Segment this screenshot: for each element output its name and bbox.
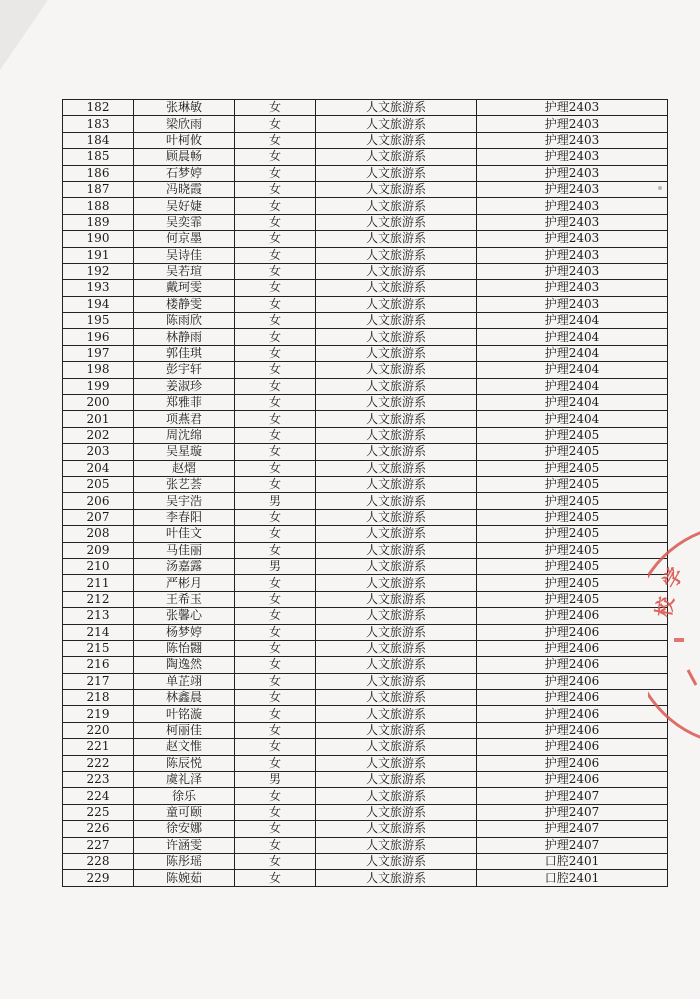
- department-cell: 人文旅游系: [316, 247, 477, 263]
- student-name: 林鑫晨: [134, 690, 235, 706]
- row-number: 211: [63, 575, 134, 591]
- gender-cell: 女: [235, 755, 316, 771]
- table-row: [63, 476, 668, 492]
- student-name: 严彬月: [134, 575, 235, 591]
- student-name: 陈雨欣: [134, 313, 235, 329]
- row-number: 202: [63, 427, 134, 443]
- table-row: [63, 149, 668, 165]
- class-cell: 护理2404: [477, 313, 668, 329]
- table-row: [63, 313, 668, 329]
- gender-cell: 女: [235, 132, 316, 148]
- student-name: 李春阳: [134, 509, 235, 525]
- student-name: 项燕君: [134, 411, 235, 427]
- class-cell: 护理2403: [477, 247, 668, 263]
- department-cell: 人文旅游系: [316, 181, 477, 197]
- class-cell: 护理2406: [477, 722, 668, 738]
- class-cell: 护理2405: [477, 542, 668, 558]
- row-number: 220: [63, 722, 134, 738]
- table-row: [63, 411, 668, 427]
- student-name: 郭佳琪: [134, 345, 235, 361]
- department-cell: 人文旅游系: [316, 280, 477, 296]
- row-number: 205: [63, 476, 134, 492]
- row-number: 229: [63, 870, 134, 886]
- gender-cell: 女: [235, 509, 316, 525]
- student-name: 郑雅菲: [134, 395, 235, 411]
- department-cell: 人文旅游系: [316, 788, 477, 804]
- seal-char: 学: [657, 563, 689, 593]
- department-cell: 人文旅游系: [316, 345, 477, 361]
- row-number: 224: [63, 788, 134, 804]
- table-row: [63, 362, 668, 378]
- student-name: 吴好婕: [134, 198, 235, 214]
- gender-cell: 女: [235, 181, 316, 197]
- table-row: [63, 608, 668, 624]
- gender-cell: 男: [235, 558, 316, 574]
- gender-cell: 女: [235, 280, 316, 296]
- table-row: [63, 444, 668, 460]
- gender-cell: 女: [235, 591, 316, 607]
- class-cell: 护理2406: [477, 739, 668, 755]
- table-row: [63, 591, 668, 607]
- gender-cell: 女: [235, 116, 316, 132]
- department-cell: 人文旅游系: [316, 214, 477, 230]
- table-row: [63, 509, 668, 525]
- class-cell: 护理2403: [477, 132, 668, 148]
- department-cell: 人文旅游系: [316, 378, 477, 394]
- class-cell: 护理2406: [477, 772, 668, 788]
- table-row: [63, 198, 668, 214]
- table-row: [63, 837, 668, 853]
- table-row: [63, 345, 668, 361]
- student-name: 周沈绵: [134, 427, 235, 443]
- gender-cell: 女: [235, 411, 316, 427]
- gender-cell: 女: [235, 608, 316, 624]
- student-name: 石梦婷: [134, 165, 235, 181]
- student-name: 叶柯攸: [134, 132, 235, 148]
- student-name: 童可颐: [134, 804, 235, 820]
- table-row: [63, 395, 668, 411]
- table-row: [63, 657, 668, 673]
- row-number: 223: [63, 772, 134, 788]
- row-number: 200: [63, 395, 134, 411]
- row-number: 210: [63, 558, 134, 574]
- class-cell: 护理2406: [477, 624, 668, 640]
- class-cell: 护理2404: [477, 378, 668, 394]
- gender-cell: 女: [235, 165, 316, 181]
- row-number: 208: [63, 526, 134, 542]
- gender-cell: 男: [235, 772, 316, 788]
- department-cell: 人文旅游系: [316, 706, 477, 722]
- gender-cell: 女: [235, 460, 316, 476]
- department-cell: 人文旅游系: [316, 411, 477, 427]
- department-cell: 人文旅游系: [316, 542, 477, 558]
- gender-cell: 女: [235, 427, 316, 443]
- row-number: 193: [63, 280, 134, 296]
- row-number: 190: [63, 231, 134, 247]
- student-name: 吴奕霏: [134, 214, 235, 230]
- department-cell: 人文旅游系: [316, 755, 477, 771]
- row-number: 225: [63, 804, 134, 820]
- student-name: 叶佳文: [134, 526, 235, 542]
- row-number: 199: [63, 378, 134, 394]
- class-cell: 护理2405: [477, 591, 668, 607]
- class-cell: 护理2403: [477, 181, 668, 197]
- department-cell: 人文旅游系: [316, 608, 477, 624]
- row-number: 226: [63, 821, 134, 837]
- student-name: 冯晓霞: [134, 181, 235, 197]
- row-number: 188: [63, 198, 134, 214]
- class-cell: 护理2405: [477, 493, 668, 509]
- student-name: 赵文惟: [134, 739, 235, 755]
- department-cell: 人文旅游系: [316, 657, 477, 673]
- class-cell: 护理2403: [477, 100, 668, 116]
- department-cell: 人文旅游系: [316, 853, 477, 869]
- row-number: 184: [63, 132, 134, 148]
- department-cell: 人文旅游系: [316, 132, 477, 148]
- gender-cell: 女: [235, 296, 316, 312]
- gender-cell: 女: [235, 329, 316, 345]
- row-number: 213: [63, 608, 134, 624]
- class-cell: 护理2403: [477, 116, 668, 132]
- class-cell: 护理2404: [477, 362, 668, 378]
- class-cell: 护理2403: [477, 231, 668, 247]
- row-number: 222: [63, 755, 134, 771]
- department-cell: 人文旅游系: [316, 476, 477, 492]
- student-name: 何京墨: [134, 231, 235, 247]
- department-cell: 人文旅游系: [316, 395, 477, 411]
- row-number: 191: [63, 247, 134, 263]
- row-number: 218: [63, 690, 134, 706]
- student-name: 杨梦婷: [134, 624, 235, 640]
- student-name: 陈婉茹: [134, 870, 235, 886]
- class-cell: 护理2405: [477, 444, 668, 460]
- department-cell: 人文旅游系: [316, 509, 477, 525]
- table-row: [63, 690, 668, 706]
- class-cell: 口腔2401: [477, 853, 668, 869]
- department-cell: 人文旅游系: [316, 526, 477, 542]
- table-row: [63, 542, 668, 558]
- department-cell: 人文旅游系: [316, 558, 477, 574]
- gender-cell: 女: [235, 313, 316, 329]
- department-cell: 人文旅游系: [316, 804, 477, 820]
- student-name: 陈彤瑶: [134, 853, 235, 869]
- class-cell: 口腔2401: [477, 870, 668, 886]
- table-row: [63, 329, 668, 345]
- gender-cell: 女: [235, 657, 316, 673]
- gender-cell: 女: [235, 263, 316, 279]
- class-cell: 护理2405: [477, 558, 668, 574]
- row-number: 185: [63, 149, 134, 165]
- department-cell: 人文旅游系: [316, 591, 477, 607]
- class-cell: 护理2404: [477, 395, 668, 411]
- gender-cell: 女: [235, 722, 316, 738]
- student-name: 徐安娜: [134, 821, 235, 837]
- table-row: [63, 772, 668, 788]
- table-row: [63, 165, 668, 181]
- student-name: 虞礼泽: [134, 772, 235, 788]
- class-cell: 护理2405: [477, 460, 668, 476]
- gender-cell: 女: [235, 739, 316, 755]
- table-row: [63, 870, 668, 886]
- gender-cell: 女: [235, 542, 316, 558]
- department-cell: 人文旅游系: [316, 722, 477, 738]
- table-row: [63, 755, 668, 771]
- student-name: 戴珂雯: [134, 280, 235, 296]
- class-cell: 护理2406: [477, 706, 668, 722]
- row-number: 192: [63, 263, 134, 279]
- department-cell: 人文旅游系: [316, 329, 477, 345]
- department-cell: 人文旅游系: [316, 821, 477, 837]
- department-cell: 人文旅游系: [316, 739, 477, 755]
- table-row: [63, 263, 668, 279]
- row-number: 216: [63, 657, 134, 673]
- student-name: 陈辰悦: [134, 755, 235, 771]
- row-number: 198: [63, 362, 134, 378]
- class-cell: 护理2406: [477, 673, 668, 689]
- class-cell: 护理2406: [477, 690, 668, 706]
- student-name: 许涵雯: [134, 837, 235, 853]
- class-cell: 护理2406: [477, 640, 668, 656]
- table-row: [63, 116, 668, 132]
- table-row: [63, 460, 668, 476]
- department-cell: 人文旅游系: [316, 444, 477, 460]
- student-name: 马佳丽: [134, 542, 235, 558]
- row-number: 182: [63, 100, 134, 116]
- department-cell: 人文旅游系: [316, 263, 477, 279]
- row-number: 197: [63, 345, 134, 361]
- table-row: [63, 706, 668, 722]
- class-cell: 护理2404: [477, 411, 668, 427]
- table-row: [63, 821, 668, 837]
- department-cell: 人文旅游系: [316, 493, 477, 509]
- department-cell: 人文旅游系: [316, 624, 477, 640]
- gender-cell: 女: [235, 362, 316, 378]
- student-name: 彭宇轩: [134, 362, 235, 378]
- row-number: 189: [63, 214, 134, 230]
- department-cell: 人文旅游系: [316, 640, 477, 656]
- department-cell: 人文旅游系: [316, 870, 477, 886]
- student-name: 汤嘉露: [134, 558, 235, 574]
- gender-cell: 女: [235, 444, 316, 460]
- gender-cell: 女: [235, 214, 316, 230]
- row-number: 196: [63, 329, 134, 345]
- class-cell: 护理2403: [477, 198, 668, 214]
- gender-cell: 女: [235, 526, 316, 542]
- table-row: [63, 804, 668, 820]
- gender-cell: 女: [235, 853, 316, 869]
- gender-cell: 女: [235, 837, 316, 853]
- department-cell: 人文旅游系: [316, 100, 477, 116]
- gender-cell: 女: [235, 640, 316, 656]
- row-number: 195: [63, 313, 134, 329]
- table-row: [63, 296, 668, 312]
- table-row: [63, 788, 668, 804]
- table-row: [63, 427, 668, 443]
- gender-cell: 女: [235, 149, 316, 165]
- row-number: 227: [63, 837, 134, 853]
- row-number: 214: [63, 624, 134, 640]
- row-number: 186: [63, 165, 134, 181]
- row-number: 209: [63, 542, 134, 558]
- table-row: [63, 673, 668, 689]
- gender-cell: 女: [235, 345, 316, 361]
- gender-cell: 女: [235, 624, 316, 640]
- class-cell: 护理2406: [477, 755, 668, 771]
- row-number: 207: [63, 509, 134, 525]
- department-cell: 人文旅游系: [316, 231, 477, 247]
- student-name: 张馨心: [134, 608, 235, 624]
- class-cell: 护理2407: [477, 788, 668, 804]
- department-cell: 人文旅游系: [316, 165, 477, 181]
- row-number: 194: [63, 296, 134, 312]
- student-name: 顾晨畅: [134, 149, 235, 165]
- department-cell: 人文旅游系: [316, 690, 477, 706]
- red-seal-stamp: [648, 520, 700, 750]
- table-row: [63, 100, 668, 116]
- table-row: [63, 722, 668, 738]
- table-row: [63, 214, 668, 230]
- page-fold-shadow: [0, 0, 48, 70]
- gender-cell: 女: [235, 231, 316, 247]
- student-name: 张琳敏: [134, 100, 235, 116]
- table-row: [63, 132, 668, 148]
- gender-cell: 女: [235, 100, 316, 116]
- student-name: 王希玉: [134, 591, 235, 607]
- row-number: 228: [63, 853, 134, 869]
- row-number: 217: [63, 673, 134, 689]
- gender-cell: 女: [235, 788, 316, 804]
- table-row: [63, 739, 668, 755]
- student-name: 楼静雯: [134, 296, 235, 312]
- class-cell: 护理2404: [477, 329, 668, 345]
- gender-cell: 男: [235, 493, 316, 509]
- row-number: 206: [63, 493, 134, 509]
- row-number: 219: [63, 706, 134, 722]
- class-cell: 护理2405: [477, 509, 668, 525]
- table-row: [63, 181, 668, 197]
- roster-body: [63, 100, 668, 887]
- student-roster-table: [62, 99, 668, 887]
- gender-cell: 女: [235, 198, 316, 214]
- class-cell: 护理2403: [477, 214, 668, 230]
- row-number: 221: [63, 739, 134, 755]
- table-row: [63, 640, 668, 656]
- department-cell: 人文旅游系: [316, 772, 477, 788]
- department-cell: 人文旅游系: [316, 313, 477, 329]
- department-cell: 人文旅游系: [316, 296, 477, 312]
- student-name: 陈怡翾: [134, 640, 235, 656]
- student-name: 吴星璇: [134, 444, 235, 460]
- student-name: 叶铭漩: [134, 706, 235, 722]
- department-cell: 人文旅游系: [316, 149, 477, 165]
- class-cell: 护理2405: [477, 476, 668, 492]
- department-cell: 人文旅游系: [316, 460, 477, 476]
- class-cell: 护理2404: [477, 345, 668, 361]
- row-number: 212: [63, 591, 134, 607]
- gender-cell: 女: [235, 395, 316, 411]
- gender-cell: 女: [235, 804, 316, 820]
- department-cell: 人文旅游系: [316, 837, 477, 853]
- gender-cell: 女: [235, 690, 316, 706]
- class-cell: 护理2407: [477, 804, 668, 820]
- class-cell: 护理2403: [477, 149, 668, 165]
- row-number: 203: [63, 444, 134, 460]
- student-name: 赵熠: [134, 460, 235, 476]
- table-row: [63, 526, 668, 542]
- department-cell: 人文旅游系: [316, 116, 477, 132]
- gender-cell: 女: [235, 247, 316, 263]
- gender-cell: 女: [235, 821, 316, 837]
- class-cell: 护理2407: [477, 821, 668, 837]
- table-row: [63, 624, 668, 640]
- department-cell: 人文旅游系: [316, 362, 477, 378]
- class-cell: 护理2405: [477, 526, 668, 542]
- table-row: [63, 280, 668, 296]
- class-cell: 护理2406: [477, 608, 668, 624]
- class-cell: 护理2403: [477, 263, 668, 279]
- student-name: 吴若瑄: [134, 263, 235, 279]
- table-row: [63, 558, 668, 574]
- student-name: 梁欣雨: [134, 116, 235, 132]
- gender-cell: 女: [235, 706, 316, 722]
- table-row: [63, 493, 668, 509]
- student-name: 单芷翊: [134, 673, 235, 689]
- student-name: 陶逸然: [134, 657, 235, 673]
- department-cell: 人文旅游系: [316, 673, 477, 689]
- class-cell: 护理2403: [477, 165, 668, 181]
- gender-cell: 女: [235, 870, 316, 886]
- gender-cell: 女: [235, 378, 316, 394]
- row-number: 204: [63, 460, 134, 476]
- class-cell: 护理2403: [477, 280, 668, 296]
- table-row: [63, 378, 668, 394]
- student-name: 吴宇浩: [134, 493, 235, 509]
- row-number: 187: [63, 181, 134, 197]
- seal-char: 校: [651, 595, 679, 619]
- class-cell: 护理2407: [477, 837, 668, 853]
- table-row: [63, 575, 668, 591]
- student-name: 姜淑珍: [134, 378, 235, 394]
- department-cell: 人文旅游系: [316, 427, 477, 443]
- row-number: 215: [63, 640, 134, 656]
- table-row: [63, 853, 668, 869]
- department-cell: 人文旅游系: [316, 198, 477, 214]
- class-cell: 护理2405: [477, 575, 668, 591]
- table-row: [63, 247, 668, 263]
- row-number: 183: [63, 116, 134, 132]
- student-name: 徐乐: [134, 788, 235, 804]
- gender-cell: 女: [235, 673, 316, 689]
- department-cell: 人文旅游系: [316, 575, 477, 591]
- table-row: [63, 231, 668, 247]
- student-name: 柯丽佳: [134, 722, 235, 738]
- gender-cell: 女: [235, 476, 316, 492]
- row-number: 201: [63, 411, 134, 427]
- class-cell: 护理2403: [477, 296, 668, 312]
- student-name: 林静雨: [134, 329, 235, 345]
- student-name: 吴诗佳: [134, 247, 235, 263]
- student-name: 张艺荟: [134, 476, 235, 492]
- class-cell: 护理2406: [477, 657, 668, 673]
- gender-cell: 女: [235, 575, 316, 591]
- class-cell: 护理2405: [477, 427, 668, 443]
